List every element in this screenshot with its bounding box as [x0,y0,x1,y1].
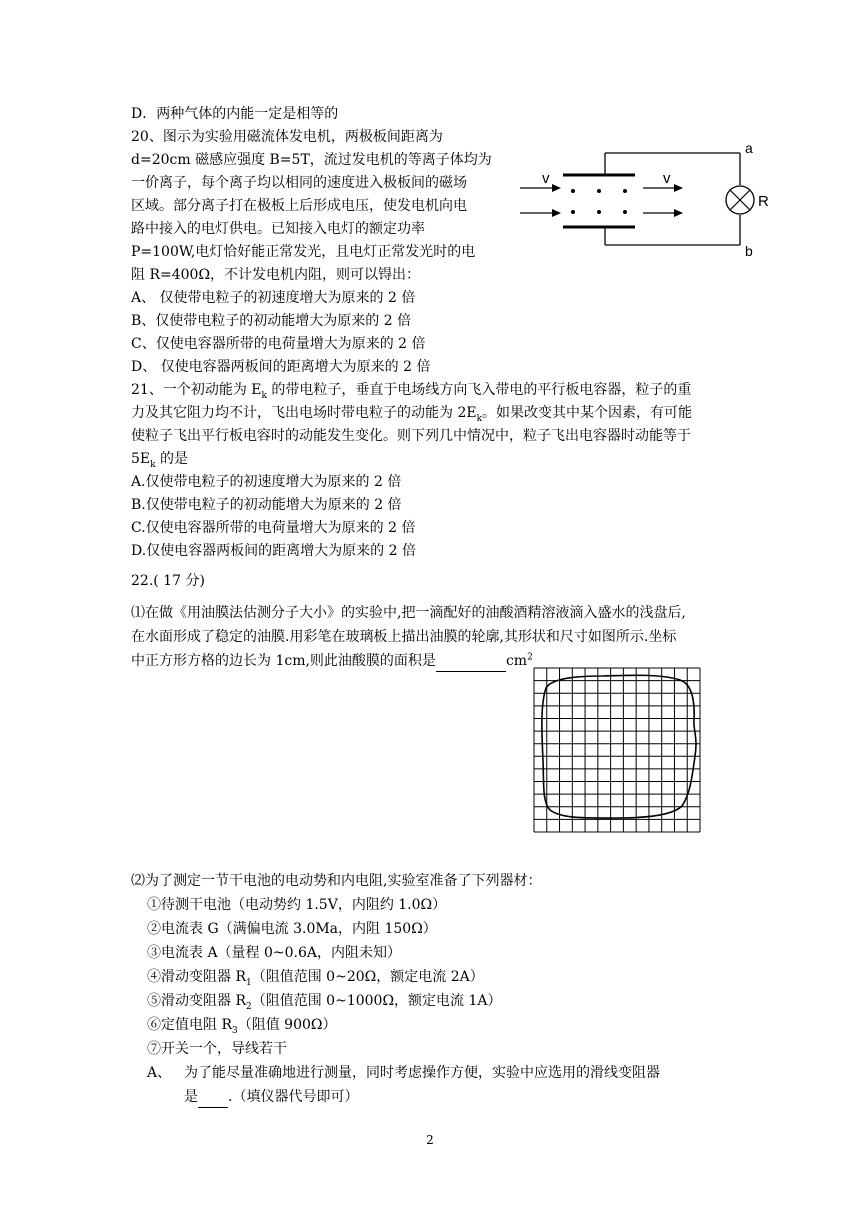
q22-heading: 22.( 17 分) [131,573,205,589]
q20-line-1: 20、图示为实验用磁流体发电机，两极板间距离为 [131,129,443,145]
q20-line-4: 区域。部分离子打在极板上后形成电压，使发电机向电 [131,198,467,214]
answer-blank-resistor[interactable] [198,1087,228,1108]
equipment-item-2: ②电流表 G（满偏电流 3.0Ma，内阻 150Ω） [147,921,437,937]
q21-line-3: 使粒子飞出平行板电容时的动能发生变化。则下列几中情况中，粒子飞出电容器时动能等于 [131,428,691,444]
q22-part1-line-3: 中正方形方格的边长为 1cm,则此油酸膜的面积是 $cm^2$ [131,651,533,672]
equipment-item-5: ⑤滑动变阻器 $R_2$（阻值范围 0~1000Ω，额定电流 1A） [147,993,502,1012]
q20-option-c: C、仅使电容器所带的电荷量增大为原来的 2 倍 [131,336,426,352]
q21-option-a: A.仅使带电粒子的初速度增大为原来的 2 倍 [131,474,402,490]
q21-option-c: C.仅使电容器所带的电荷量增大为原来的 2 倍 [131,520,416,536]
q21-line-1: 21、一个初动能为 $E_k$ 的带电粒子，垂直于电场线方向飞入带电的平行板电容器，粒子的重 [131,382,692,401]
q20-line-6: P=100W,电灯恰好能正常发光，且电灯正常发光时的电 [131,244,476,260]
q20-line-2: d=20cm 磁感应强度 B=5T，流过发电机的等离子体均为 [131,152,492,168]
question-a-line-2: 是 .（填仪器代号即可） [184,1087,358,1108]
answer-blank-area[interactable] [436,651,506,672]
mhd-generator-figure [515,135,775,265]
q22-part1-line-2: 在水面形成了稳定的油膜.用彩笔在玻璃板上描出油膜的轮廓,其形状和尺寸如图所示.坐标 [131,629,677,645]
q21-line-4: $5E_k$ 的是 [131,451,189,470]
label-r: R [758,193,769,210]
label-v-right: v [663,170,671,187]
q20-line-3: 一价离子，每个离子均以相同的速度进入极板间的磁场 [131,175,467,191]
q21-option-d: D.仅使电容器两板间的距离增大为原来的 2 倍 [131,543,416,559]
question-a-line-1: 为了能尽量准确地进行测量，同时考虑操作方便，实验中应选用的滑线变阻器 [184,1065,660,1081]
equipment-item-1: ①待测干电池（电动势约 1.5V，内阻约 1.0Ω） [147,897,447,913]
label-a: a [745,140,753,156]
oil-film-outline [542,675,696,818]
q20-line-5: 路中接入的电灯供电。已知接入电灯的额定功率 [131,221,425,237]
q20-line-7: 阻 R=400Ω，不计发电机内阻，则可以锝出： [131,267,421,283]
equipment-item-4: ④滑动变阻器 $R_1$（阻值范围 0~20Ω，额定电流 2A） [147,969,484,988]
equipment-item-6: ⑥定值电阻 $R_3$（阻值 900Ω） [147,1017,337,1036]
q22-part2-intro: ⑵为了测定一节干电池的电动势和内电阻,实验室准备了下列器材： [131,873,542,889]
q21-option-b: B.仅使带电粒子的初动能增大为原来的 2 倍 [131,497,402,513]
label-v-left: v [542,170,550,187]
q20-option-d: D、 仅使电容器两板间的距离增大为原来的 2 倍 [131,359,431,375]
q20-option-a: A、 仅使带电粒子的初速度增大为原来的 2 倍 [131,290,416,306]
label-b: b [745,243,753,259]
q20-option-b: B、仅使带电粒子的初动能增大为原来的 2 倍 [131,313,412,329]
question-a-label: A、 [147,1065,172,1081]
q22-part1-line-1: ⑴在做《用油膜法估测分子大小》的实验中,把一滴配好的油酸酒精溶液滴入盛水的浅盘后, [131,605,686,621]
oil-film-grid-figure [532,666,704,834]
page-number: 2 [426,1133,434,1147]
q19-option-d: D．两种气体的内能一定是相等的 [131,106,339,122]
equipment-item-7: ⑦开关一个，导线若干 [147,1041,287,1057]
equipment-item-3: ③电流表 A（量程 0~0.6A，内阻未知） [147,945,402,961]
q21-line-2: 力及其它阻力均不计，飞出电场时带电粒子的动能为 $2E_k$。如果改变其中某个因素，有可能 [131,405,693,424]
